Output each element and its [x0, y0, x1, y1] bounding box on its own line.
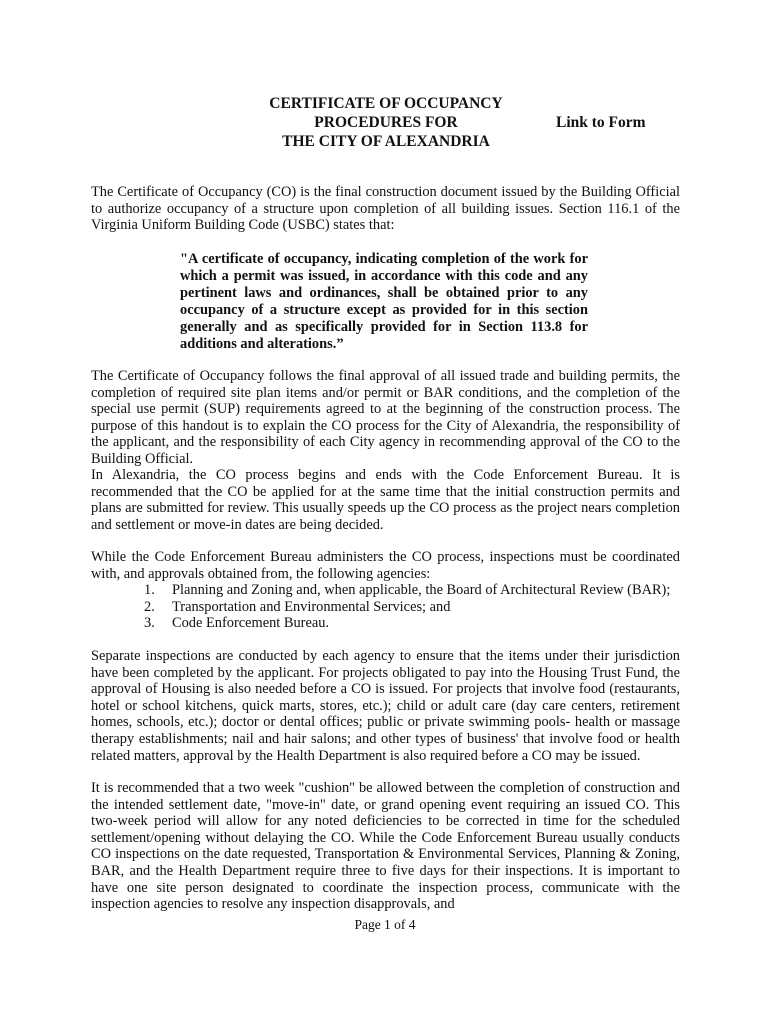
list-item [91, 582, 680, 599]
document-title [230, 94, 542, 151]
list-item [91, 599, 680, 616]
list-item [91, 615, 680, 632]
title-line-1: CERTIFICATE OF OCCUPANCY [269, 95, 503, 112]
page-number: Page 1 of 4 [354, 917, 416, 932]
agencies-intro-paragraph: While the Code Enforcement Bureau administers the CO process, inspections must be coordinated with, and approvals obtained from, the following agencies: [91, 549, 680, 582]
link-to-form[interactable]: Link to Form [556, 114, 646, 131]
list-item-text: Planning and Zoning and, when applicable, the Board of Architectural Review (BAR); [172, 582, 671, 598]
list-item-text: Transportation and Environmental Services; and [172, 598, 451, 615]
list-item-text: Code Enforcement Bureau. [172, 615, 330, 632]
cushion-paragraph: It is recommended that a two week "cushion" be allowed between the completion of construction and the intended settlement date, "move-in" date, or grand opening event requiring an issued CO. This two-week period will allow for any noted deficiencies to be corrected in time for the scheduled settlement/opening without delaying the CO. While the Code Enforcement Bureau usually conducts CO inspections on the date requested, Transportation & Environmental Services, Planning & Zoning, BAR, and the Health Department require three to five days for their inspections. It is important to have one site person designated to coordinate the inspection process, communicate with the inspection agencies to resolve any inspection disapprovals, and [91, 780, 680, 913]
alexandria-paragraph: In Alexandria, the CO process begins and ends with the Code Enforcement Bureau. It is recommended that the CO be applied for at the same time that the initial construction permits and plans are submitted for review. This usually speeds up the CO process as the project nears completion and settlement or move-in dates are being decided. [91, 467, 680, 533]
intro-paragraph: The Certificate of Occupancy (CO) is the final construction document issued by the Building Official to authorize occupancy of a structure upon completion of all building issues. Section 116.1 of the Virginia Uniform Building Code (USBC) states that: [91, 184, 680, 234]
process-paragraph: The Certificate of Occupancy follows the final approval of all issued trade and building permits, the completion of required site plan items and/or permit or BAR conditions, and the completion of the special use permit (SUP) requirements agreed to at the beginning of the construction process. The purpose of this handout is to explain the CO process for the City of Alexandria, the responsibility of the applicant, and the responsibility of each City agency in recommending approval of the CO to the Building Official. [91, 368, 680, 467]
usbc-quote: "A certificate of occupancy, indicating completion of the work for which a permit was issued, in accordance with this code and any pertinent laws and ordinances, shall be obtained prior to any occupancy of a structure except as provided for in this section generally and as specifically provided for in Section 113.8 for additions and alterations.” [180, 251, 588, 353]
list-item-number: 3. [144, 615, 155, 632]
agency-list [91, 582, 680, 632]
title-line-2: PROCEDURES FOR [314, 114, 458, 131]
list-item-number: 2. [144, 598, 155, 615]
inspections-paragraph: Separate inspections are conducted by each agency to ensure that the items under their jurisdiction have been completed by the applicant. For projects obligated to pay into the Housing Trust Fund, the approval of Housing is also needed before a CO is issued. For projects that involve food (restaurants, hotel or school kitchens, quick marts, stores, etc.); child or adult care (day care centers, retirement homes, schools, etc.); doctor or dental offices; public or private swimming pools- health or massage therapy establishments; nail and hair salons; and other types of business' that involve food or health related matters, approval by the Health Department is also required before a CO may be issued. [91, 648, 680, 764]
list-item-number: 1. [144, 582, 155, 598]
title-line-3: THE CITY OF ALEXANDRIA [282, 133, 490, 150]
